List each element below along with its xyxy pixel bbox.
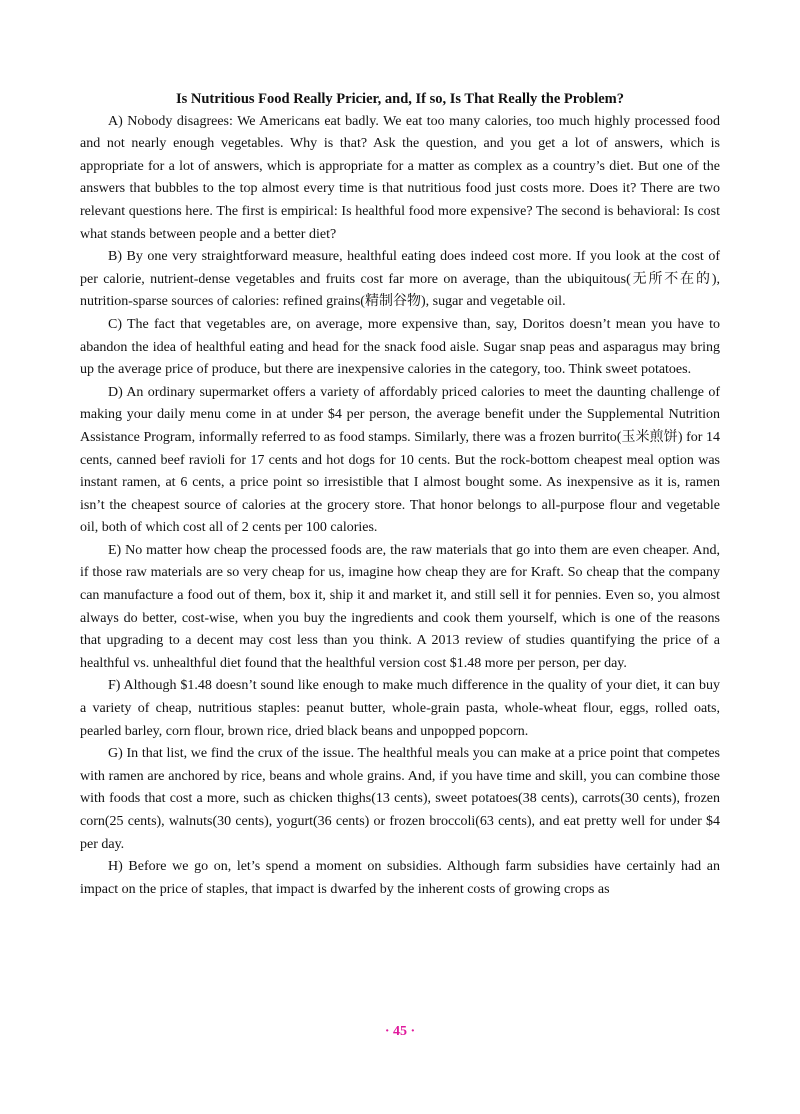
article xyxy=(80,88,720,901)
paragraph-f: F) Although $1.48 doesn’t sound like enough to make much difference in the quality of your diet, it can buy a variety of cheap, nutritious staples: peanut butter, whole-grain pasta, whole-wheat flour, eggs, rolled oats, pearled barley, corn flour, brown rice, dried black beans and unpopped popcorn. xyxy=(80,678,720,739)
article-title: Is Nutritious Food Really Pricier, and, If so, Is That Really the Problem? xyxy=(175,91,625,107)
page-number: · 45 · xyxy=(384,1024,416,1039)
paragraph-g: G) In that list, we find the crux of the issue. The healthful meals you can make at a price point that competes with ramen are anchored by rice, beans and whole grains. And, if you have time and skill, you can combine those with foods that cost a more, such as chicken thighs(13 cents), sweet potatoes(38 cents), carrots(30 cents), frozen corn(25 cents), walnuts(30 cents), yogurt(36 cents) or frozen broccoli(63 cents), and eat pretty well for under $4 per day. xyxy=(80,746,720,852)
paragraph-e: E) No matter how cheap the processed foods are, the raw materials that go into them are even cheaper. And, if those raw materials are so very cheap for us, imagine how cheap they are for Kraft. So cheap that the company can manufacture a food out of them, box it, ship it and market it, and still sell it for pennies. Even so, you almost always do better, cost-wise, when you buy the ingredients and cook them yourself, which is one of the reasons that upgrading to a decent may cost less than you think. A 2013 review of studies quantifying the price of a healthful vs. unhealthful diet found that the healthful version cost $1.48 more per person, per day. xyxy=(80,542,720,671)
paragraph-a: A) Nobody disagrees: We Americans eat badly. We eat too many calories, too much highly processed food and not nearly enough vegetables. Why is that? Ask the question, and you get a lot of answers, which is appropriate for a lot of answers, which is appropriate for a matter as complex as a country’s diet. But one of the answers that bubbles to the top almost every time is that nutritious food just costs more. Does it? There are two relevant questions here. The first is empirical: Is healthful food more expensive? The second is behavioral: Is cost what stands between people and a better diet? xyxy=(80,113,720,242)
paragraph-h: H) Before we go on, let’s spend a moment on subsidies. Although farm subsidies have certainly had an impact on the price of staples, that impact is dwarfed by the inherent costs of growing crops as xyxy=(80,859,720,897)
paragraph-d: D) An ordinary supermarket offers a variety of affordably priced calories to meet the daunting challenge of making your daily menu come in at under $4 per person, the average benefit under the Supplemental Nutrition Assistance Program, informally referred to as food stamps. Similarly, there was a frozen burrito(玉米煎饼) for 14 cents, canned beef ravioli for 17 cents and hot dogs for 10 cents. But the rock-bottom cheapest meal option was instant ramen, at 6 cents, a price point so irresistible that I almost bought some. As inexpensive as it is, ramen isn’t the cheapest source of calories at the grocery store. That honor belongs to all-purpose flour and vegetable oil, both of which cost all of 2 cents per 100 calories. xyxy=(80,384,720,536)
paragraph-c: C) The fact that vegetables are, on average, more expensive than, say, Doritos doesn’t mean you have to abandon the idea of healthful eating and head for the snack food aisle. Sugar snap peas and asparagus may bring up the average price of produce, but there are inexpensive calories in the category, too. Think sweet potatoes. xyxy=(80,316,720,378)
paragraph-b: B) By one very straightforward measure, healthful eating does indeed cost more. If you look at the cost of per calorie, nutrient-dense vegetables and fruits cost far more on average, than the ubiquitous(无所不在的), nutrition-sparse sources of calories: refined grains(精制谷物), sugar and vegetable oil. xyxy=(80,249,720,310)
